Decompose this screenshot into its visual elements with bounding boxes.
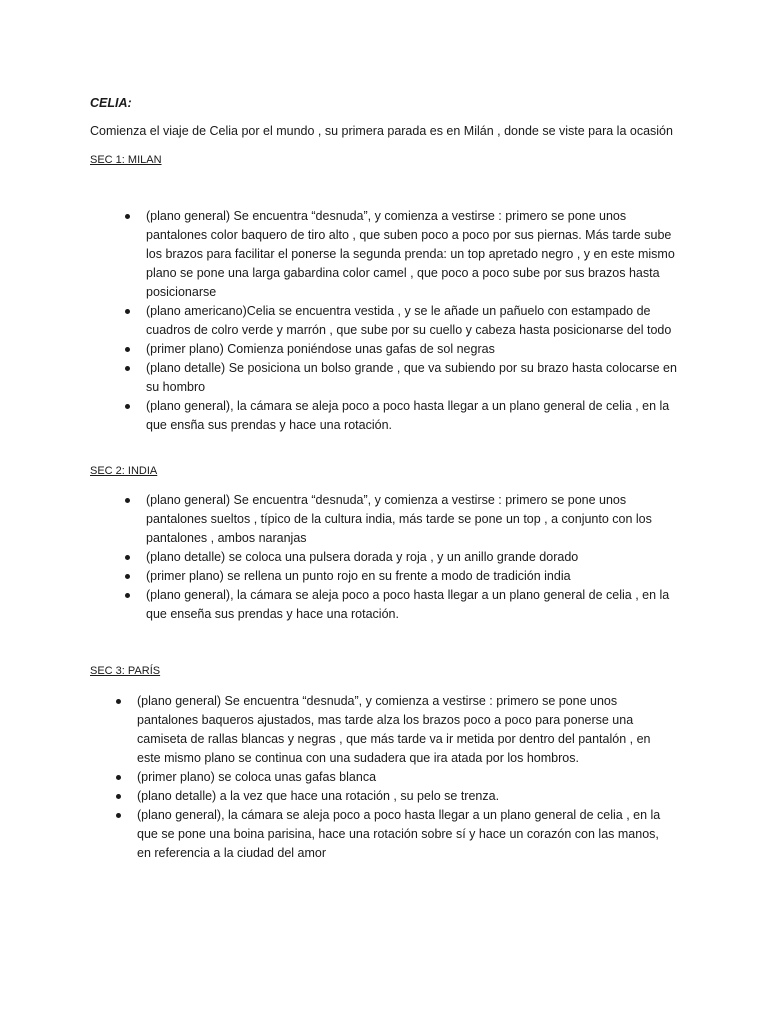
shot-list-paris	[137, 692, 672, 863]
list-item: (plano general) Se encuentra “desnuda”, y comienza a vestirse : primero se pone unos pantalones baqueros ajustados, mas tarde alza los brazos poco a poco para ponerse una camiseta de rallas blancas y negras , que más tarde va ir metida por dentro del pantalón , en este mismo plano se continua con una sudadera que ira atada por los hombros.	[137, 692, 672, 768]
list-item: (plano general), la cámara se aleja poco a poco hasta llegar a un plano general de celia , en la que se pone una boina parisina, hace una rotación sobre sí y hace un corazón con las manos, en referencia a la ciudad del amor	[137, 806, 672, 863]
list-item: (primer plano) se rellena un punto rojo en su frente a modo de tradición india	[146, 567, 671, 586]
list-item: (primer plano) se coloca unas gafas blanca	[137, 768, 672, 787]
list-item: (plano general) Se encuentra “desnuda”, y comienza a vestirse : primero se pone unos pantalones color baquero de tiro alto , que suben poco a poco por sus piernas. Más tarde sube los brazos para facilitar el ponerse la segunda prenda: un top apretado negro , y en este mismo plano se pone una larga gabardina color camel , que poco a poco sube por sus brazos hasta posicionarse	[146, 207, 686, 302]
intro-paragraph: Comienza el viaje de Celia por el mundo , su primera parada es en Milán , donde se viste para la ocasión	[90, 124, 673, 138]
section-heading-paris: SEC 3: PARÍS	[90, 665, 161, 677]
list-item: (plano detalle) Se posiciona un bolso grande , que va subiendo por su brazo hasta colocarse en su hombro	[146, 359, 686, 397]
list-item: (plano detalle) se coloca una pulsera dorada y roja , y un anillo grande dorado	[146, 548, 671, 567]
list-item: (primer plano) Comienza poniéndose unas gafas de sol negras	[146, 340, 686, 359]
section-heading-india: SEC 2: INDIA	[90, 465, 158, 477]
list-item: (plano general), la cámara se aleja poco a poco hasta llegar a un plano general de celia , en la que ensña sus prendas y hace una rotación.	[146, 397, 686, 435]
section-heading-milan: SEC 1: MILAN	[90, 154, 162, 166]
list-item: (plano general), la cámara se aleja poco a poco hasta llegar a un plano general de celia , en la que enseña sus prendas y hace una rotación.	[146, 586, 671, 624]
document-title: CELIA:	[90, 96, 132, 110]
shot-list-milan	[146, 207, 686, 435]
shot-list-india	[146, 491, 671, 624]
list-item: (plano americano)Celia se encuentra vestida , y se le añade un pañuelo con estampado de cuadros de colro verde y marrón , que sube por su cuello y cabeza hasta posicionarse del todo	[146, 302, 686, 340]
list-item: (plano detalle) a la vez que hace una rotación , su pelo se trenza.	[137, 787, 672, 806]
list-item: (plano general) Se encuentra “desnuda”, y comienza a vestirse : primero se pone unos pantalones sueltos , típico de la cultura india, más tarde se pone un top , a conjunto con los pantalones , ambos naranjas	[146, 491, 671, 548]
